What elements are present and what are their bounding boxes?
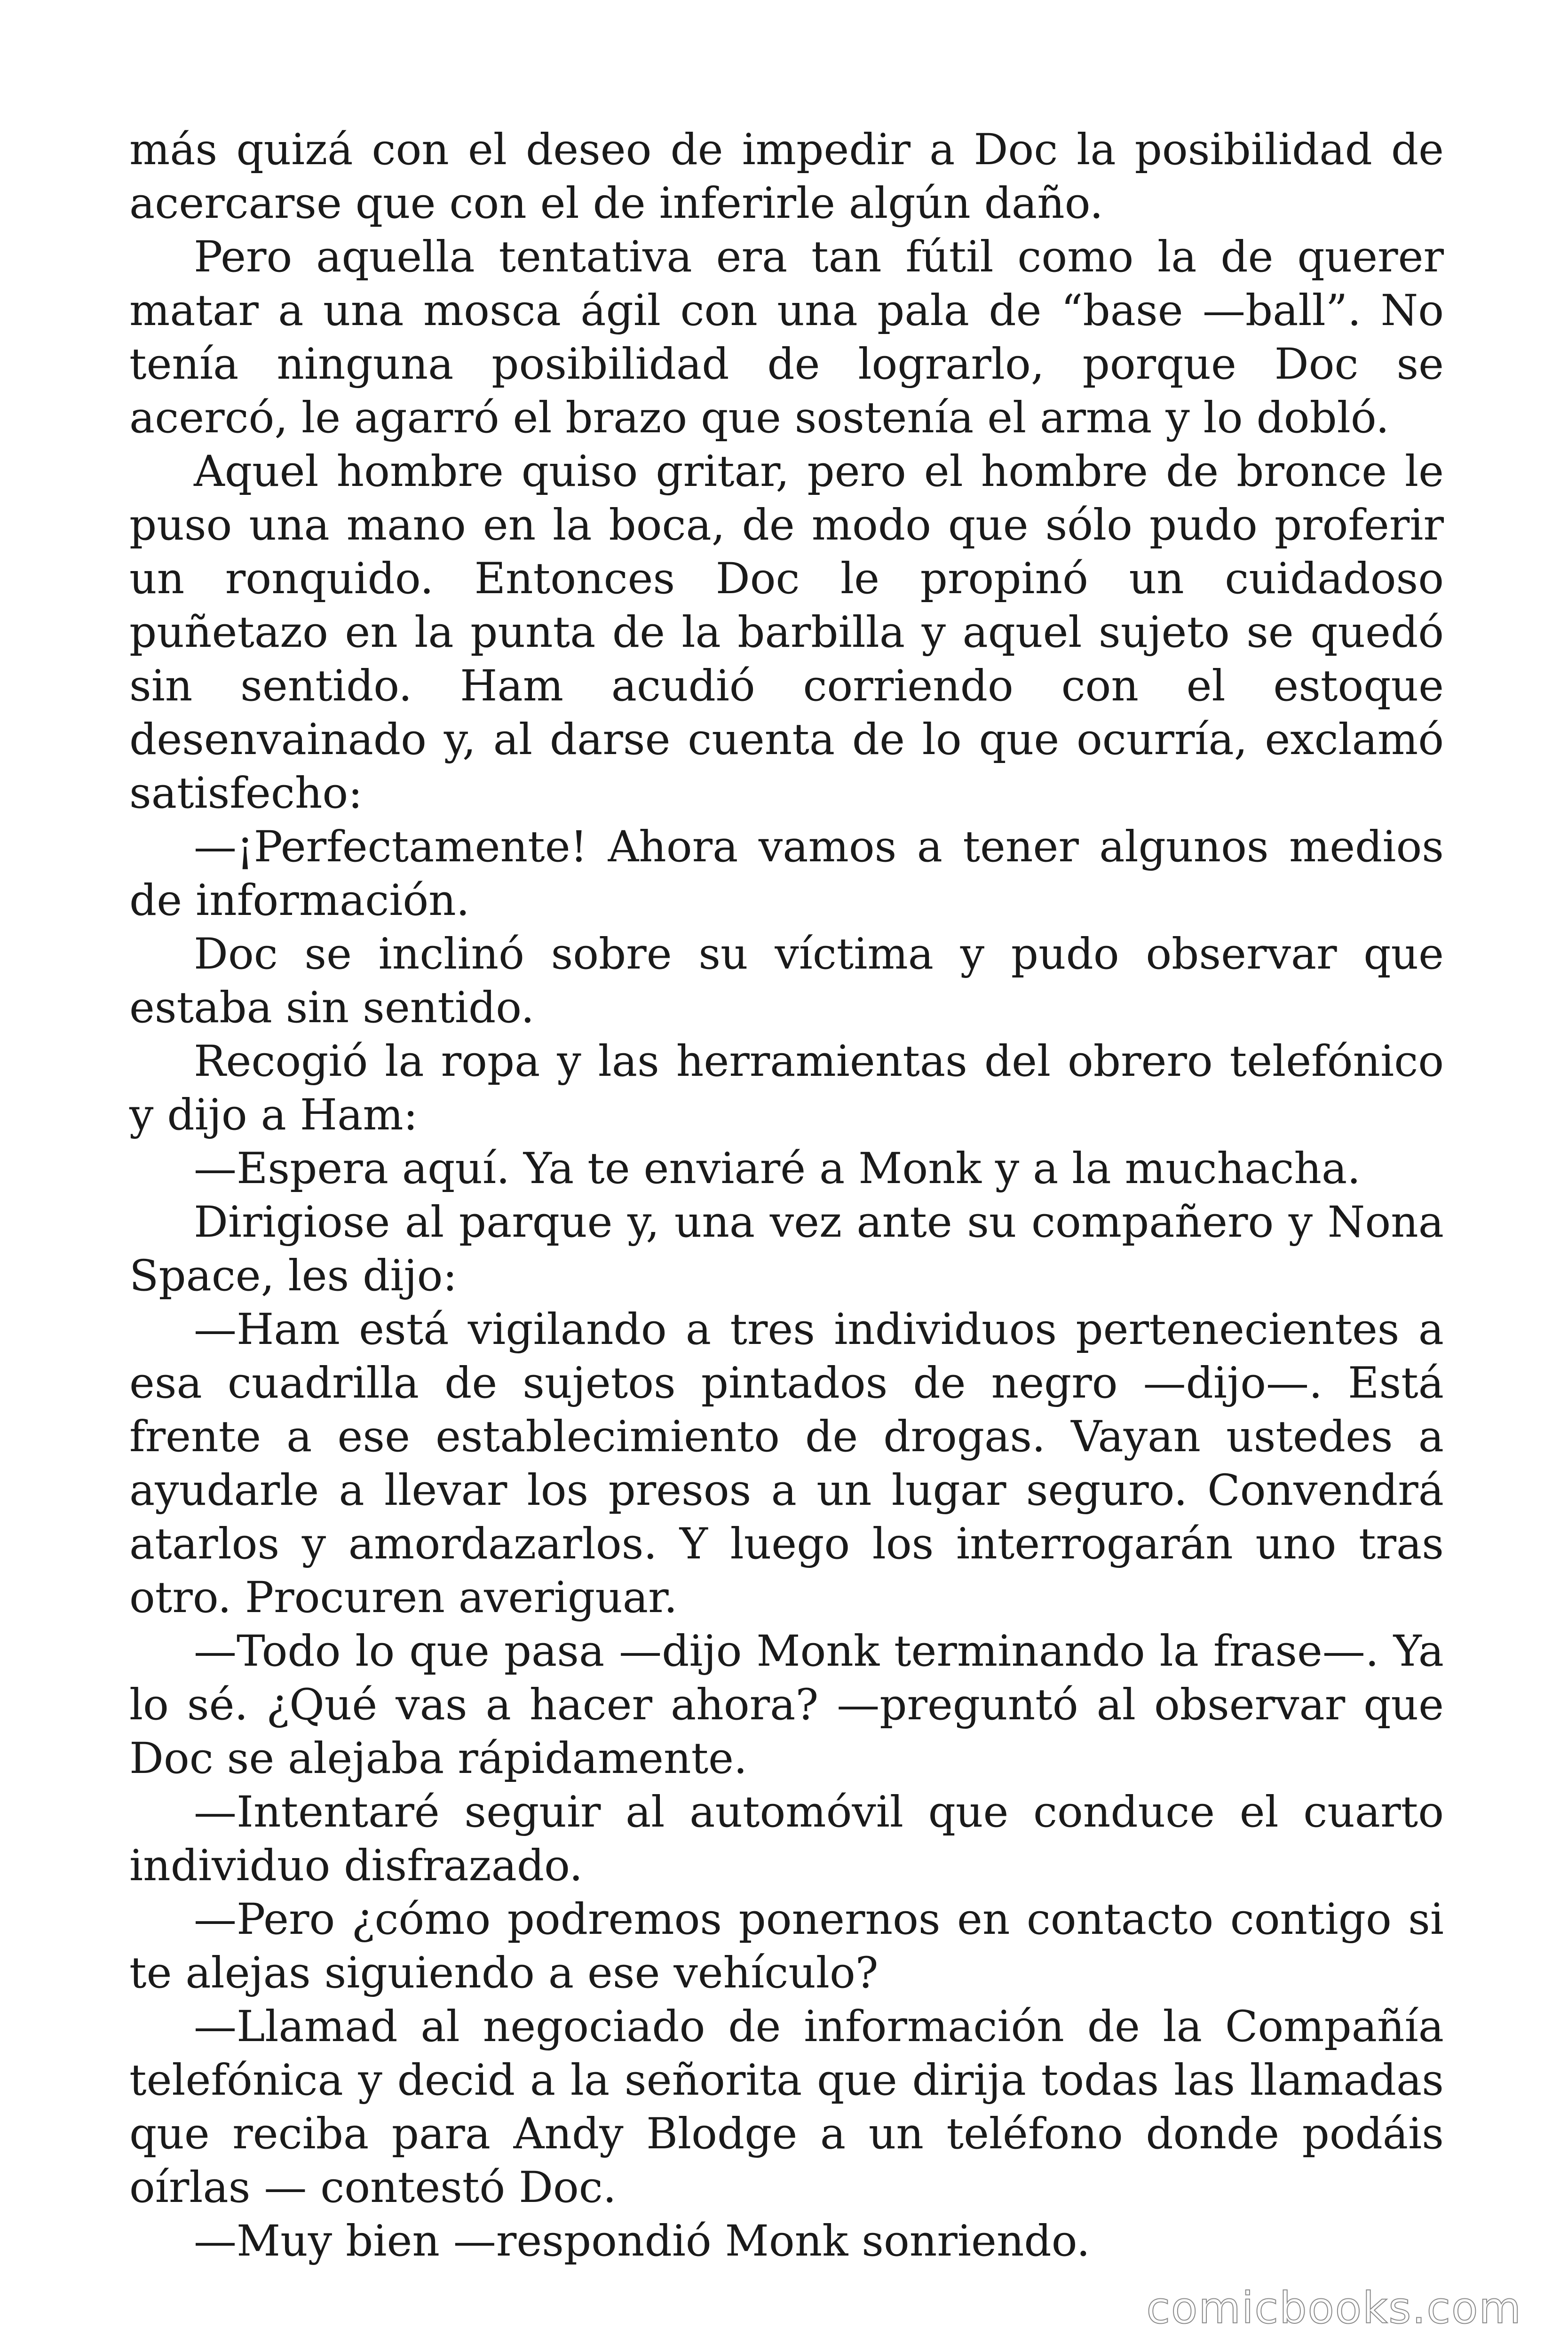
- paragraph: —Pero ¿cómo podremos ponernos en contacto contigo si te alejas siguiendo a ese vehículo?: [129, 1895, 1444, 1998]
- paragraph: Pero aquella tentativa era tan fútil como la de querer matar a una mosca ágil con una pala de “base —ball”. No tenía ninguna posibilidad de lograrlo, porque Doc se acercó, le agarró el brazo que sostenía el arma y lo dobló.: [129, 232, 1444, 443]
- paragraph: —Espera aquí. Ya te enviaré a Monk y a la muchacha.: [194, 1144, 1361, 1193]
- paragraph: —Todo lo que pasa —dijo Monk terminando la frase—. Ya lo sé. ¿Qué vas a hacer ahora? —preguntó al observar que Doc se alejaba rápidamente.: [129, 1627, 1444, 1783]
- paragraph: —Intentaré seguir al automóvil que conduce el cuarto individuo disfrazado.: [129, 1788, 1444, 1891]
- paragraph: —Muy bien —respondió Monk sonriendo.: [194, 2217, 1090, 2266]
- paragraph: más quizá con el deseo de impedir a Doc la posibilidad de acercarse que con el de inferirle algún daño.: [129, 125, 1444, 228]
- paragraph: Aquel hombre quiso gritar, pero el hombre de bronce le puso una mano en la boca, de modo que sólo pudo proferir un ronquido. Entonces Doc le propinó un cuidadoso puñetazo en la punta de la barbilla y aquel sujeto se quedó sin sentido. Ham acudió corriendo con el estoque desenvainado y, al darse cuenta de lo que ocurría, exclamó satisfecho:: [129, 447, 1444, 818]
- watermark-logo: comicbooks.com: [1146, 2283, 1522, 2333]
- paragraph: —Ham está vigilando a tres individuos pertenecientes a esa cuadrilla de sujetos pintados de negro —dijo—. Está frente a ese establecimiento de drogas. Vayan ustedes a ayudarle a llevar los presos a un lugar seguro. Convendrá atarlos y amordazarlos. Y luego los interrogarán uno tras otro. Procuren averiguar.: [129, 1305, 1444, 1622]
- paragraph: Dirigiose al parque y, una vez ante su compañero y Nona Space, les dijo:: [129, 1198, 1444, 1301]
- paragraph: —Llamad al negociado de información de la Compañía telefónica y decid a la señorita que dirija todas las llamadas que reciba para Andy Blodge a un teléfono donde podáis oírlas — contestó Doc.: [129, 2002, 1444, 2212]
- paragraph: Doc se inclinó sobre su víctima y pudo observar que estaba sin sentido.: [129, 930, 1444, 1033]
- page-body: [129, 123, 1444, 2268]
- paragraph: Recogió la ropa y las herramientas del obrero telefónico y dijo a Ham:: [129, 1037, 1444, 1140]
- paragraph: —¡Perfectamente! Ahora vamos a tener algunos medios de información.: [129, 822, 1444, 925]
